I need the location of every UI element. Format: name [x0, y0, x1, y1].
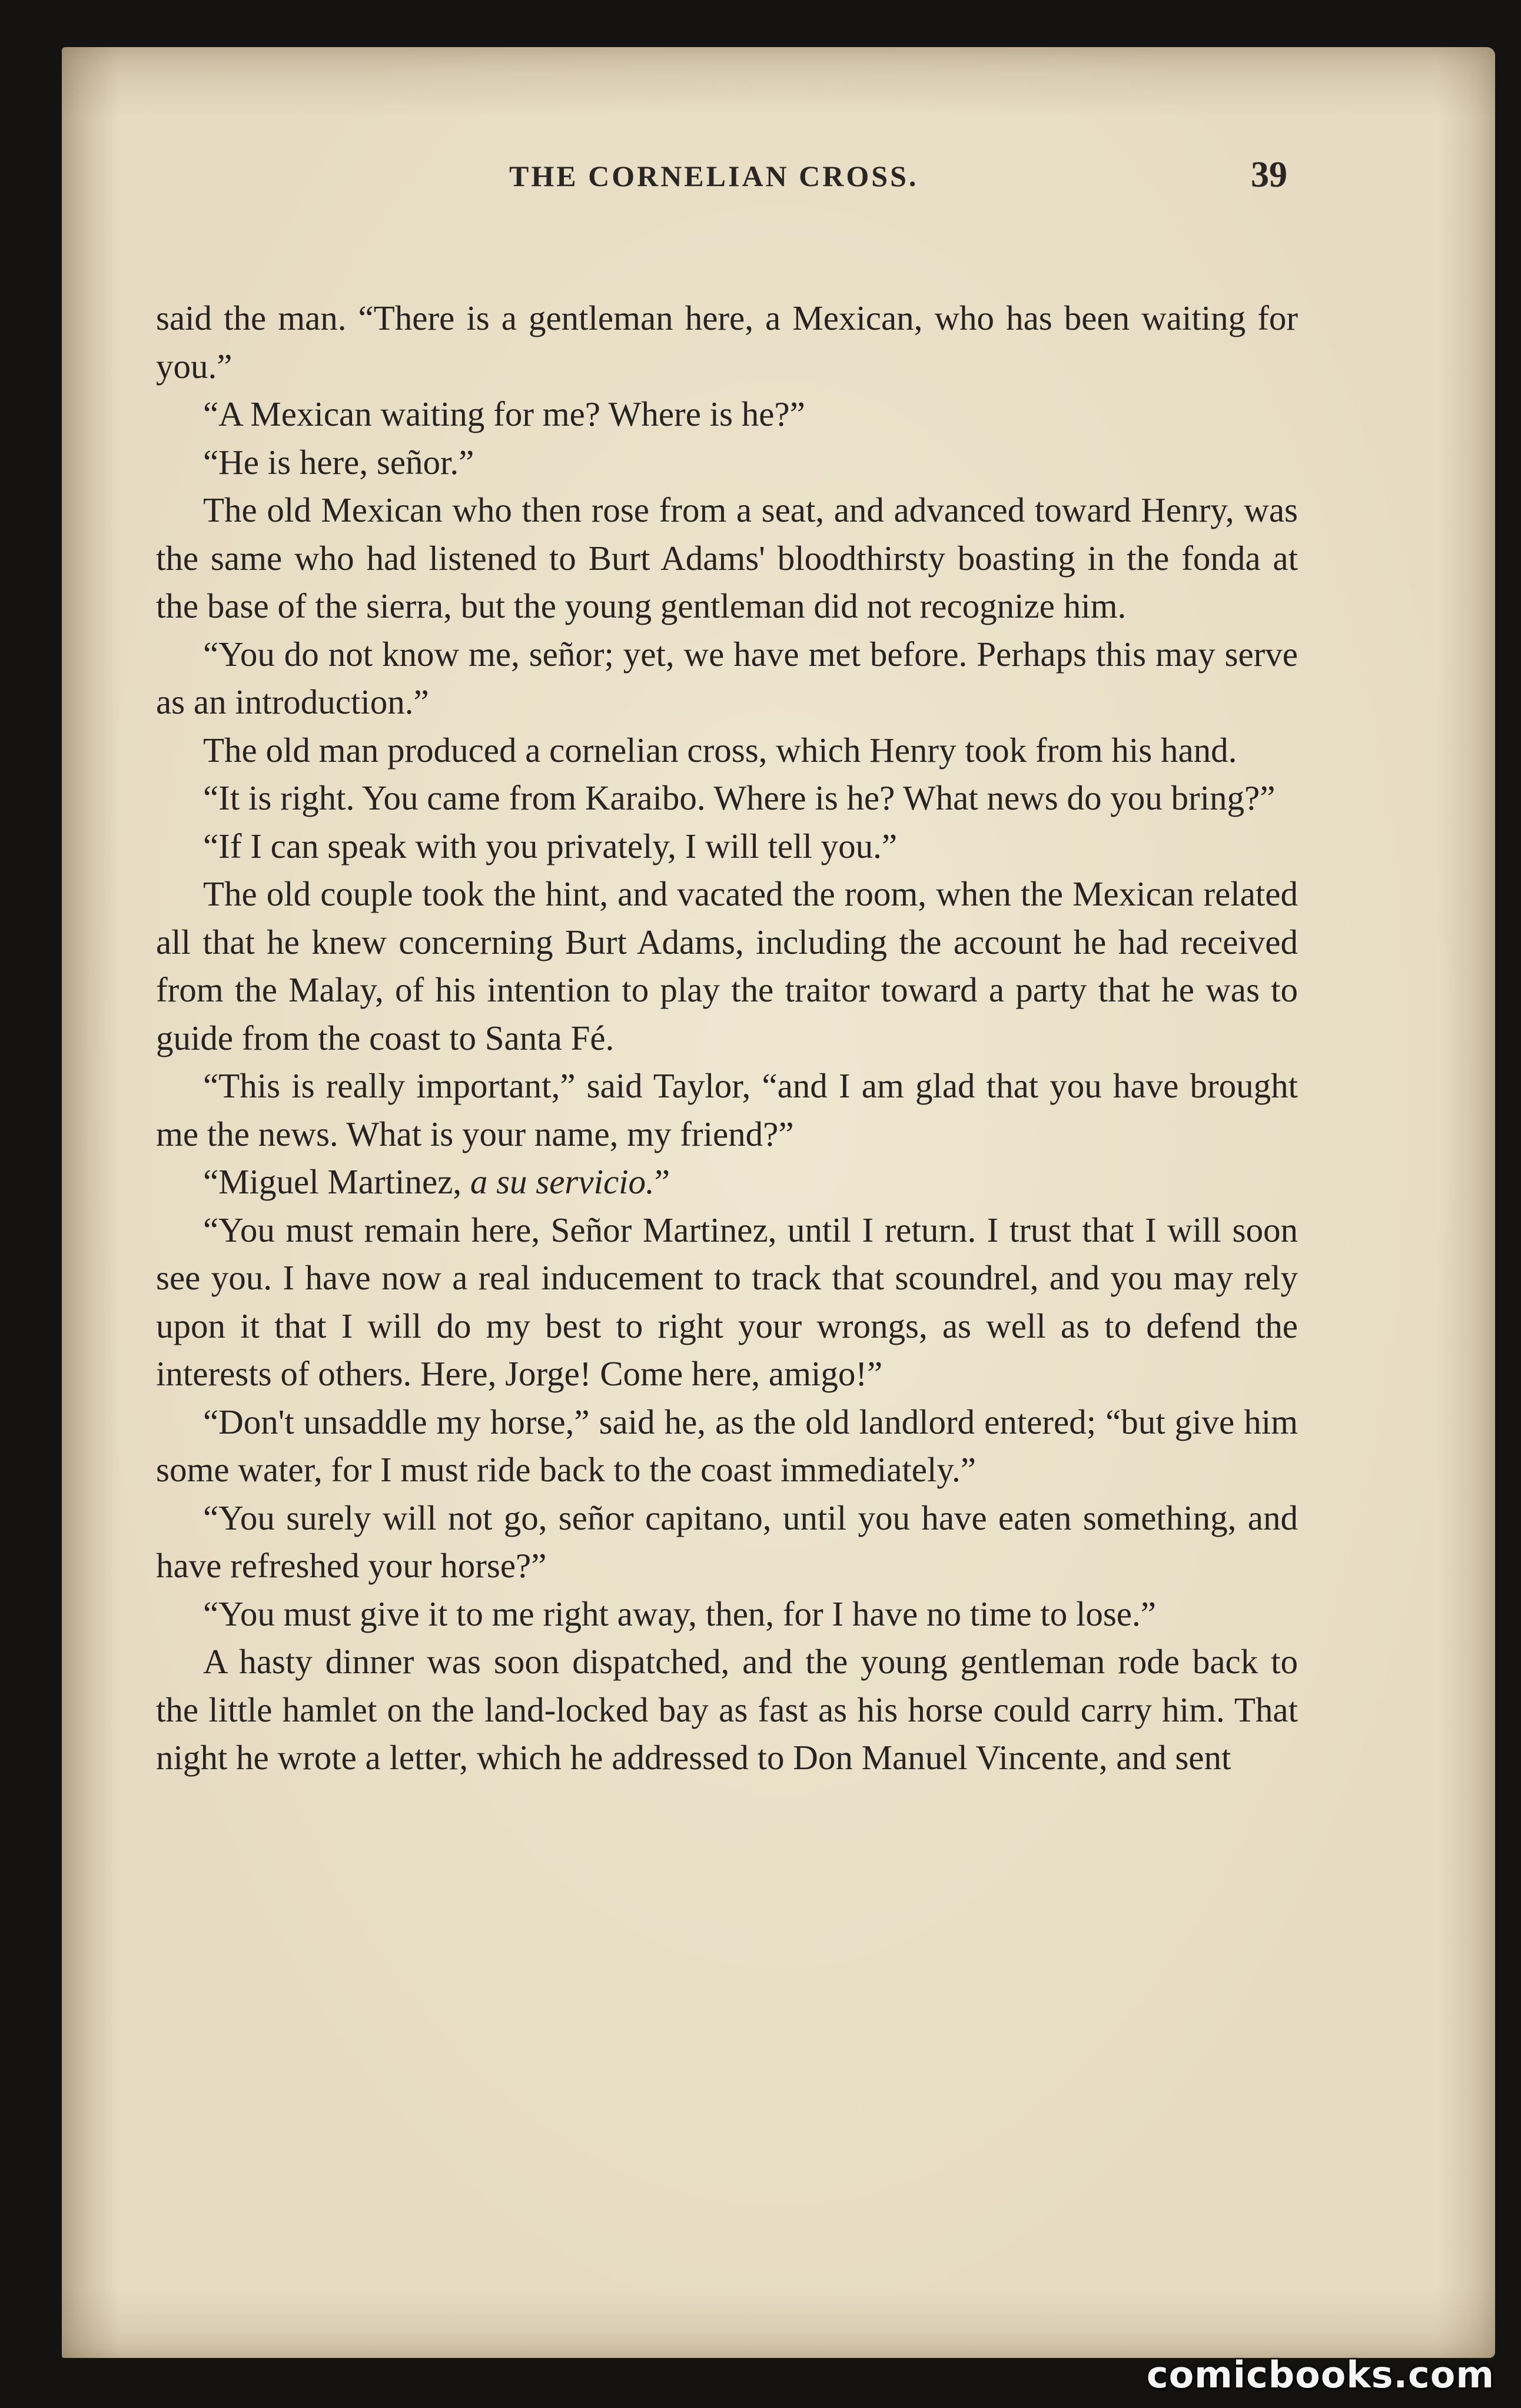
book-page: [62, 47, 1495, 2358]
paragraph: “You do not know me, señor; yet, we have met before. Perhaps this may serve as an introduction.”: [156, 634, 1298, 721]
paragraph-text: “Miguel Martinez,: [203, 1162, 470, 1201]
paragraph: The old man produced a cornelian cross, which Henry took from his hand.: [203, 730, 1237, 770]
paragraph: A hasty dinner was soon dispatched, and the young gentleman rode back to the little hamlet on the land-locked bay as fast as his horse could carry him. That night he wrote a letter, which he addressed to Don Manuel Vincente, and sent: [156, 1642, 1298, 1777]
paragraph: “This is really important,” said Taylor, “and I am glad that you have brought me the news. What is your name, my friend?”: [156, 1066, 1298, 1153]
paragraph: “You must remain here, Señor Martinez, until I return. I trust that I will soon see you. I have now a real inducement to track that scoundrel, and you may rely upon it that I will do my best to right your wrongs, as well as to defend the interests of others. Here, Jorge! Come here, amigo!”: [156, 1210, 1298, 1393]
paragraph: The old Mexican who then rose from a seat, and advanced toward Henry, was the same who had listened to Burt Adams' bloodthirsty boasting in the fonda at the base of the sierra, but the young gentleman did not recognize him.: [156, 490, 1298, 625]
watermark: comicbooks.com: [1146, 2353, 1495, 2396]
paragraph: “He is here, señor.”: [203, 442, 474, 482]
paragraph: “If I can speak with you privately, I will tell you.”: [203, 826, 898, 865]
italic-phrase: a su servicio.: [470, 1162, 655, 1201]
paragraph: “It is right. You came from Karaibo. Where is he? What news do you bring?”: [203, 778, 1276, 817]
page-number: 39: [1251, 155, 1287, 195]
body-text: [156, 294, 1298, 1782]
paragraph-with-italic: [156, 1158, 1298, 1206]
running-head: [62, 155, 1495, 206]
closing-quote: ”: [654, 1162, 670, 1201]
paragraph: “Don't unsaddle my horse,” said he, as the old landlord entered; “but give him some water, for I must ride back to the coast immediately.”: [156, 1402, 1298, 1489]
paragraph: said the man. “There is a gentleman here, a Mexican, who has been waiting for you.”: [156, 298, 1298, 386]
paragraph: “A Mexican waiting for me? Where is he?”: [203, 394, 805, 433]
paragraph: “You must give it to me right away, then, for I have no time to lose.”: [203, 1594, 1156, 1633]
paragraph: The old couple took the hint, and vacated the room, when the Mexican related all that he knew concerning Burt Adams, including the account he had received from the Malay, of his intention to play the traitor toward a party that he was to guide from the coast to Santa Fé.: [156, 874, 1298, 1057]
paragraph: “You surely will not go, señor capitano, until you have eaten something, and have refreshed your horse?”: [156, 1498, 1298, 1585]
running-title: THE CORNELIAN CROSS.: [509, 160, 919, 193]
